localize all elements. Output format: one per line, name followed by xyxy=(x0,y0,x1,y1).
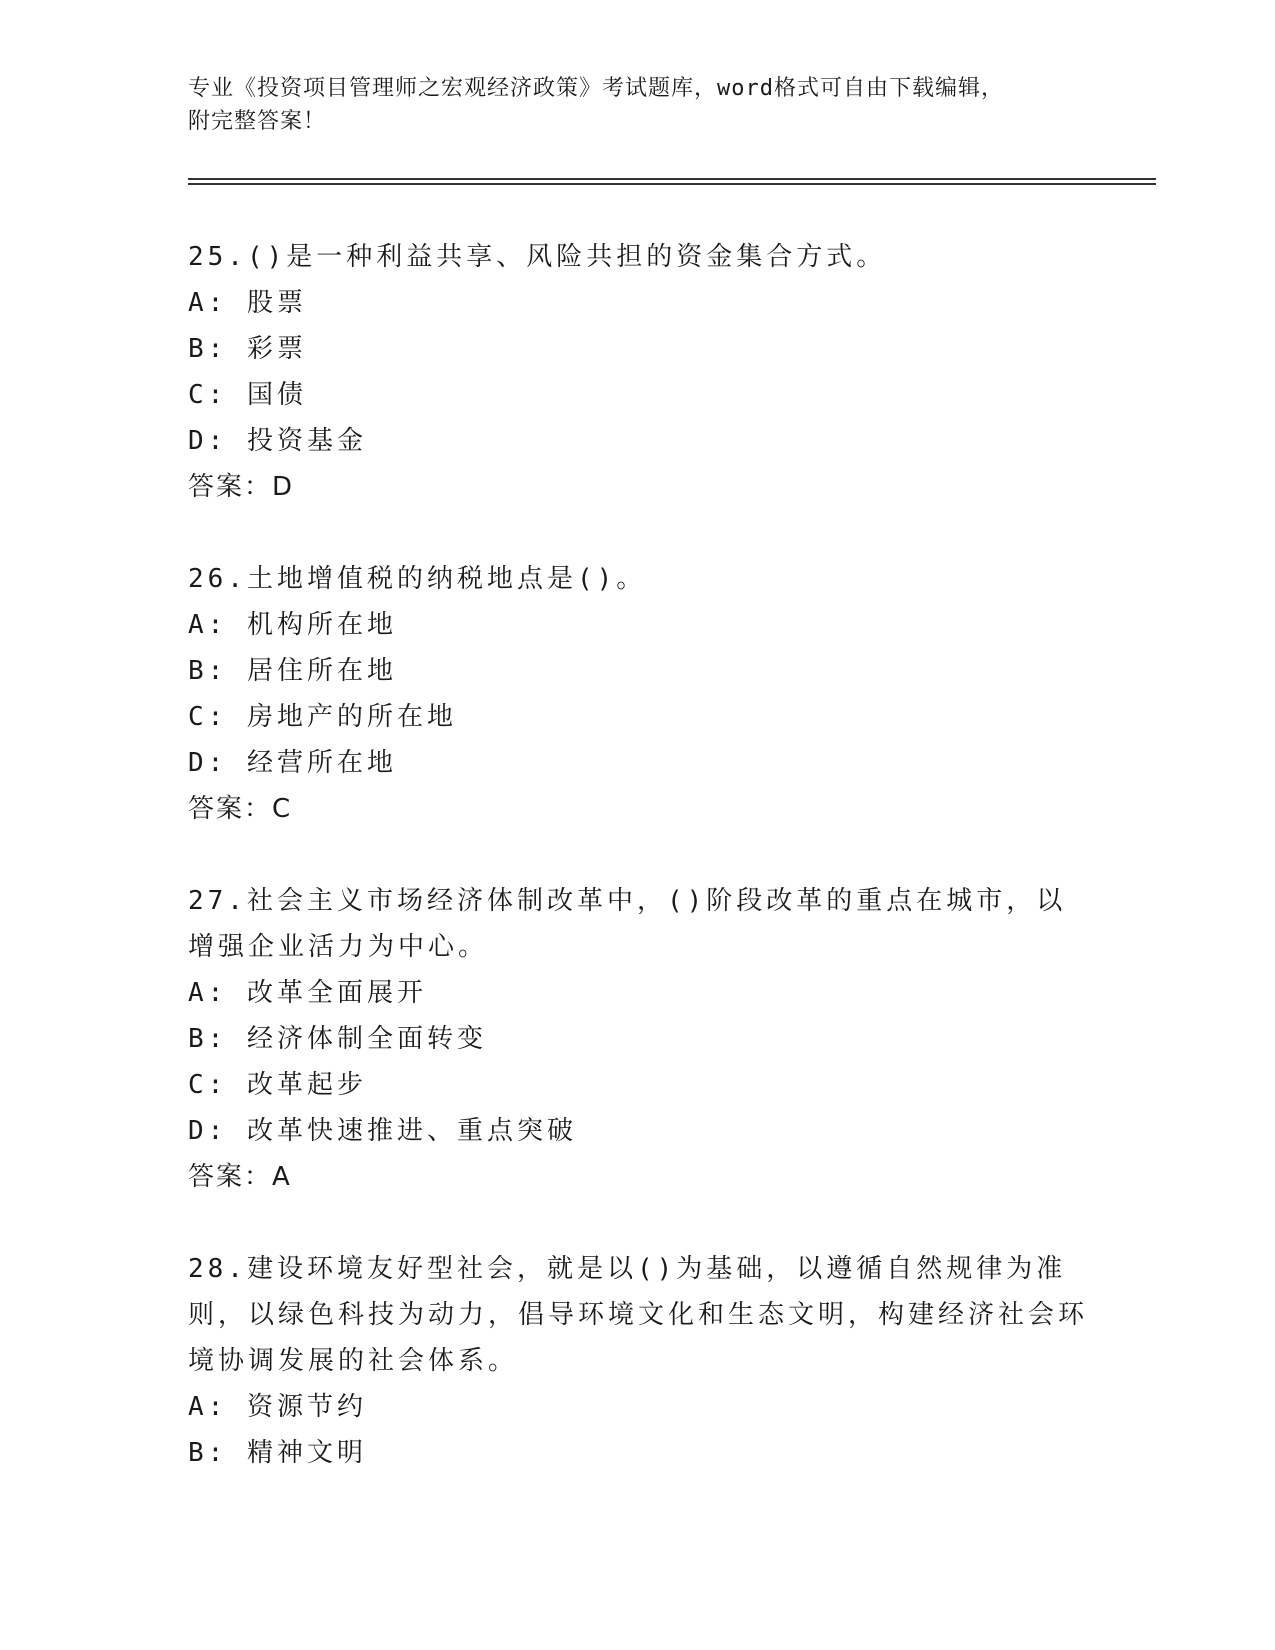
document-page xyxy=(188,0,1156,1650)
question-28 xyxy=(188,1246,1088,1476)
question-stem: 26.土地增值税的纳税地点是()。 xyxy=(188,564,647,594)
header-rule-top xyxy=(188,178,1156,180)
option-a: A: 改革全面展开 xyxy=(188,978,427,1008)
option-b: B: 彩票 xyxy=(188,334,307,364)
option-d: D: 经营所在地 xyxy=(188,748,397,778)
option-a: A: 股票 xyxy=(188,288,307,318)
question-25 xyxy=(188,234,1088,510)
option-b: B: 精神文明 xyxy=(188,1438,367,1468)
question-27 xyxy=(188,878,1088,1200)
option-c: C: 房地产的所在地 xyxy=(188,702,457,732)
option-b: B: 居住所在地 xyxy=(188,656,397,686)
option-a: A: 机构所在地 xyxy=(188,610,397,640)
question-list xyxy=(188,234,1088,1522)
question-stem: 28.建设环境友好型社会，就是以()为基础，以遵循自然规律为准则，以绿色科技为动力，倡导环境文化和生态文明，构建经济社会环境协调发展的社会体系。 xyxy=(188,1254,1089,1376)
question-stem: 27.社会主义市场经济体制改革中，()阶段改革的重点在城市，以增强企业活力为中心。 xyxy=(188,886,1067,962)
document-header: 专业《投资项目管理师之宏观经济政策》考试题库，word格式可自由下载编辑， 附完整答案！ xyxy=(188,76,1004,134)
answer: 答案：C xyxy=(188,794,293,824)
header-rule-bottom xyxy=(188,183,1156,185)
option-d: D: 改革快速推进、重点突破 xyxy=(188,1116,577,1146)
option-c: C: 国债 xyxy=(188,380,307,410)
option-b: B: 经济体制全面转变 xyxy=(188,1024,487,1054)
option-d: D: 投资基金 xyxy=(188,426,367,456)
option-a: A: 资源节约 xyxy=(188,1392,367,1422)
question-stem: 25.()是一种利益共享、风险共担的资金集合方式。 xyxy=(188,242,887,272)
option-c: C: 改革起步 xyxy=(188,1070,367,1100)
answer: 答案：A xyxy=(188,1162,292,1192)
question-26 xyxy=(188,556,1088,832)
answer: 答案：D xyxy=(188,472,295,502)
